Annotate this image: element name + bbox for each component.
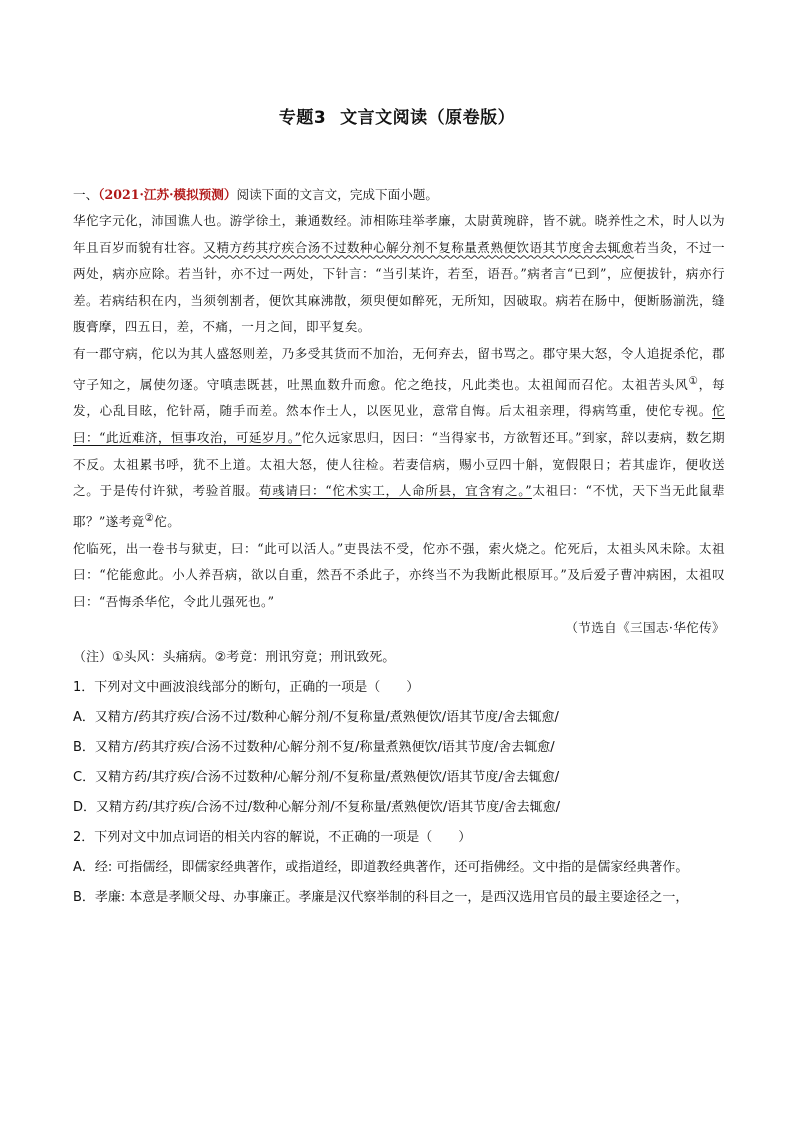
passage-text: 佗久远家思归，因曰：“当得家书，方欲暂还耳。”到家，辞以妻病，数乞期不反。太祖累书呼，犹不上道。太祖大怒，使人往检。若妻信病，赐小豆四十斛，宽假限日；若其虚诈，便收送之。于是传付许狱，考验首服。 — [73, 429, 725, 499]
question-1-option-b: B．又精方/药其疗疾/合汤不过数种/心解分剂不复/称量煮熟便饮/语其节度/舍去辄愈/ — [73, 740, 555, 756]
passage-text: 佗。 — [154, 513, 181, 529]
question-1-option-d: D．又精方药/其疗疾/合汤不过/数种心解分剂/不复称量/煮熟便饮/语其节度/舍去辄愈/ — [73, 800, 561, 816]
footnote-marker-2: ② — [144, 511, 155, 524]
title-number: 专题3 — [278, 108, 327, 128]
passage-paragraph-1 — [73, 208, 725, 341]
question-source: 2021·江苏·模拟预测 — [104, 187, 224, 202]
passage-text: 佗临死，出一卷书与狱吏，曰：“此可以活人。”吏畏法不受，佗亦不强，索火烧之。佗死后，太祖头风未除。太祖曰：“佗能愈此。小人养吾病，欲以自重，然吾不杀此子，亦终当不为我断此根原耳。”及后爱子曹冲病困，太祖叹曰：“吾悔杀华佗，令此儿强死也。” — [73, 540, 725, 609]
passage-text: 有一郡守病，佗以为其人盛怒则差，乃多受其货而不加治，无何弃去，留书骂之。郡守果大怒，令人追捉杀佗，郡守子知之，属使勿逐。守嗔恚既甚，吐黑血数升而愈。佗之绝技，凡此类也。太祖闻而召佗。太祖苦头风 — [73, 345, 725, 392]
questions-section — [73, 643, 725, 913]
passage-text: 若当灸，不过一两处，病亦应除。若当针，亦不过一两处，下针言：“当引某许，若至，语吾。”病者言“已到”，应便拔针，病亦行差。若病结积在内，当须刳割者，便饮其麻沸散，须臾便如醉死，无所知，因破取。病若在肠中，便断肠湔洗，缝腹膏摩，四五日，差，不痛，一月之间，即平复矣。 — [73, 239, 725, 335]
wavy-underlined-text: 又精方药其疗疾合汤不过数种心解分剂不复称量煮熟便饮语其节度舍去辄愈 — [203, 239, 634, 255]
question-1-option-c: C．又精方药/其疗疾/合汤不过数种/心解分剂/不复称量/煮熟便饮/语其节度/舍去辄愈/ — [73, 770, 560, 786]
page-title — [0, 103, 794, 128]
content-area — [73, 184, 725, 913]
annotation-note: （注）①头风：头痛病。②考竟：刑讯穷竟；刑讯致死。 — [73, 650, 396, 666]
question-1-stem: 1．下列对文中画波浪线部分的断句，正确的一项是（ ） — [73, 680, 420, 696]
underlined-sentence-2: 荀彧请曰：“佗术实工，人命所县，宜含宥之。” — [258, 483, 533, 499]
question-2-option-b: B．孝廉: 本意是孝顺父母、办事廉正。孝廉是汉代察举制的科目之一，是西汉选用官员的最主要途径之一， — [73, 890, 689, 906]
passage-text: 华佗字元化，沛国谯人也。游学徐土，兼通数经。沛相陈珪举孝廉，太尉黄琬辟，皆不就。晓养性之术，时人以为年且百岁而貌有壮容。 — [73, 213, 725, 255]
passage-text: 太祖曰：“不忧，天下当无此鼠辈耶？”遂考竟 — [73, 483, 725, 529]
passage-paragraph-2 — [73, 341, 725, 536]
question-source-close: ） — [223, 187, 237, 202]
question-2-option-a: A．经: 可指儒经，即儒家经典著作，或指道经，即道教经典著作，还可指佛经。文中指的是儒家经典著作。 — [73, 860, 689, 876]
classical-passage — [73, 208, 725, 641]
question-header — [73, 184, 725, 206]
passage-text: ，每发，心乱目眩，佗针鬲，随手而差。然本作士人，以医见业，意常自悔。后太祖亲理，得病笃重，使佗专视。 — [73, 376, 725, 419]
underlined-sentence-1: 佗曰：“此近难济，恒事攻治，可延岁月。” — [73, 403, 725, 445]
question-prefix: 一、 — [73, 187, 99, 202]
question-1-option-a: A．又精方/药其疗疾/合汤不过/数种心解分剂/不复称量/煮熟便饮/语其节度/舍去辄愈/ — [73, 710, 559, 726]
question-source-open: （ — [98, 187, 105, 202]
footnote-marker-1: ① — [688, 374, 699, 387]
title-text: 文言文阅读（原卷版） — [340, 108, 516, 128]
question-2-stem: 2．下列对文中加点词语的相关内容的解说，不正确的一项是（ ） — [73, 830, 472, 846]
question-instruction: 阅读下面的文言文，完成下面小题。 — [236, 187, 438, 202]
passage-source: （节选自《三国志·华佗传》 — [565, 620, 725, 636]
passage-paragraph-3 — [73, 536, 725, 616]
